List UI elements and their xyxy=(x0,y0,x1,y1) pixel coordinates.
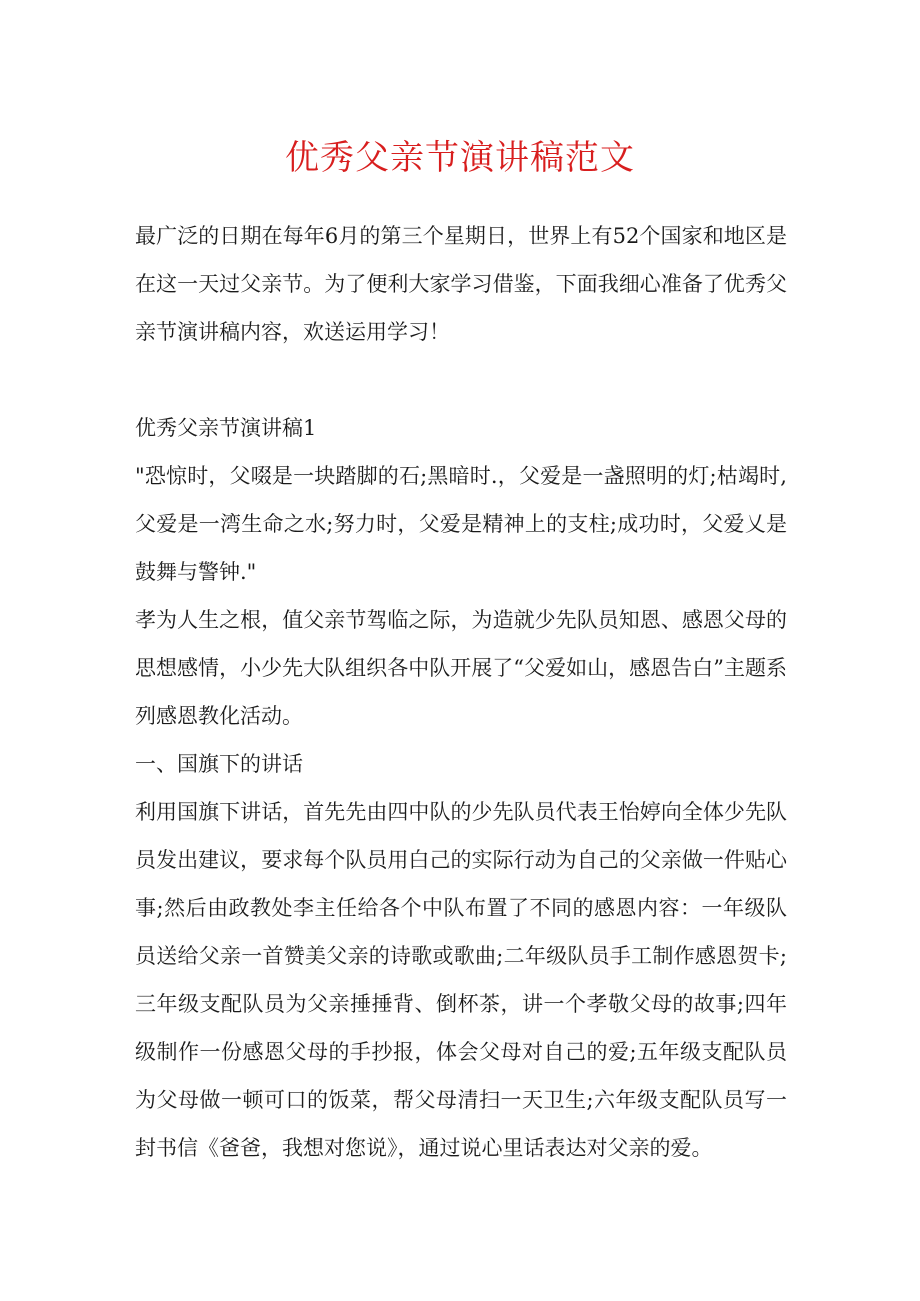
intro-paragraph: 最广泛的日期在每年6月的第三个星期日，世界上有52个国家和地区是在这一天过父亲节。为了便利大家学习借鉴，下面我细心准备了优秀父亲节演讲稿内容，欢送运用学习！ xyxy=(135,224,787,344)
document-title: 优秀父亲节演讲稿范文 xyxy=(285,138,635,178)
subheading-flag-speech: 一、国旗下的讲话 xyxy=(135,752,303,776)
quote-paragraph: "恐惊时，父啜是一块踏脚的石;黑暗时.，父爱是一盏照明的灯;枯竭时,父爱是一湾生命之水;努力时，父爱是精神上的支柱;成功时，父爱乂是鼓舞与警钟." xyxy=(135,464,787,584)
section-title: 优秀父亲节演讲稿1 xyxy=(135,416,317,440)
body-paragraph-3: 利用国旗下讲话，首先先由四中队的少先队员代表王怡婷向全体少先队员发出建议，要求每个队员用白己的实际行动为自己的父亲做一件贴心事;然后由政教处李主任给各个中队布置了不同的感恩内容：一年级队员送给父亲一首赞美父亲的诗歌或歌曲;二年级队员手工制作感恩贺卡;三年级支配队员为父亲捶捶背、倒杯茶，讲一个孝敬父母的故事;四年级制作一份感恩父母的手抄报，体会父母对自己的爱;五年级支配队员为父母做一顿可口的饭菜，帮父母清扫一天卫生;六年级支配队员写一封书信《爸爸，我想对您说》，通过说心里话表达对父亲的爱。 xyxy=(135,800,787,1160)
body-paragraph-2: 孝为人生之根，值父亲节驾临之际，为造就少先队员知恩、感恩父母的思想感情，小少先大队组织各中队开展了“父爱如山，感恩告白”主题系列感恩教化活动。 xyxy=(135,608,787,728)
